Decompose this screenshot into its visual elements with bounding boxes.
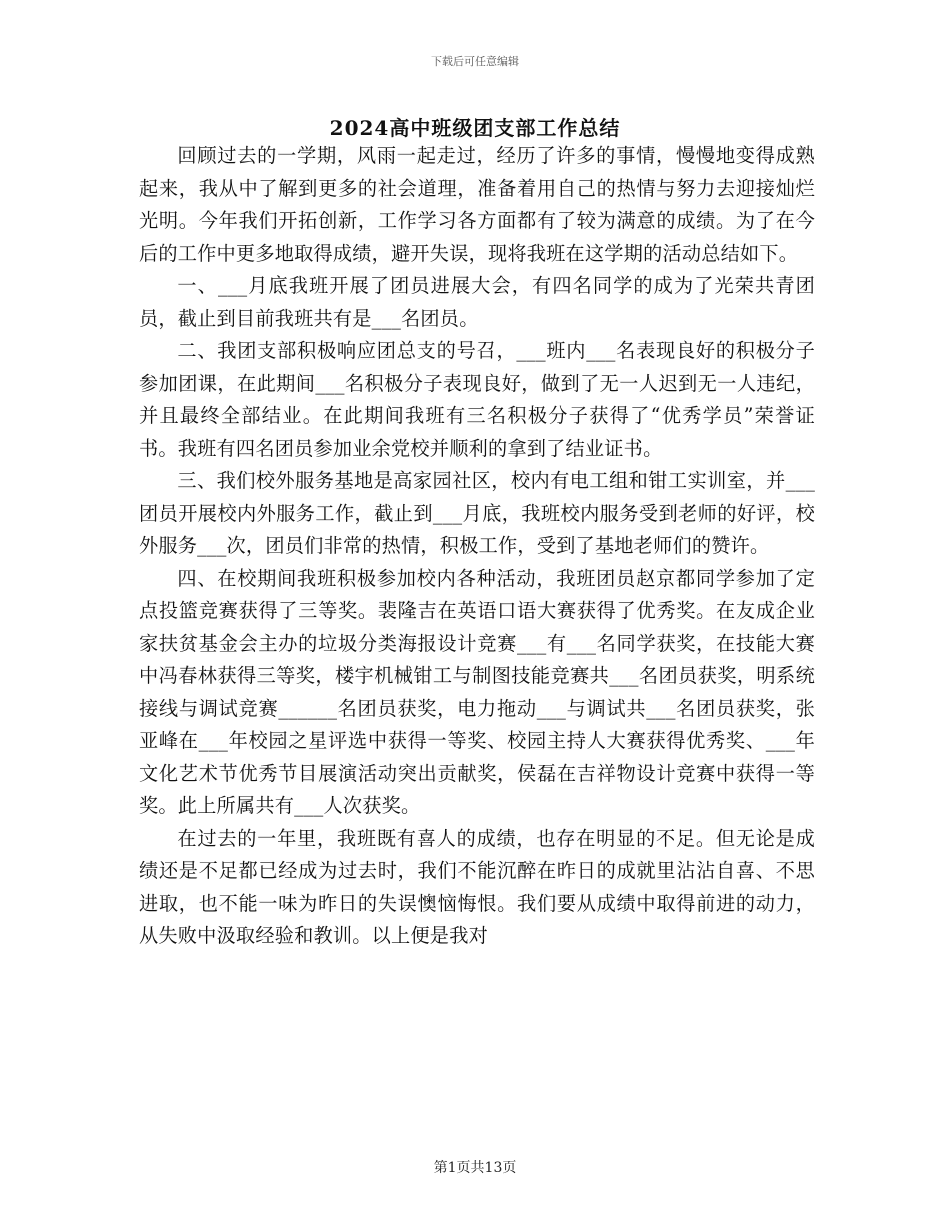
document-body [139, 140, 815, 953]
page-footer: 第1页共13页 [433, 1160, 517, 1176]
header-note: 下载后可任意编辑 [431, 55, 519, 68]
paragraph-section-2: 二、我团支部积极响应团总支的号召，___班内___名表现良好的积极分子参加团课，在此期间___名积极分子表现良好，做到了无一人迟到无一人违纪，并且最终全部结业。在此期间我班有三名积极分子获得了“优秀学员”荣誉证书。我班有四名团员参加业余党校并顺利的拿到了结业证书。 [139, 339, 815, 460]
paragraph-section-4: 四、在校期间我班积极参加校内各种活动，我班团员赵京都同学参加了定点投篮竞赛获得了三等奖。裴隆吉在英语口语大赛获得了优秀奖。在友成企业家扶贫基金会主办的垃圾分类海报设计竞赛___有___名同学获奖，在技能大赛中冯春林获得三等奖，楼宇机械钳工与制图技能竞赛共___名团员获奖，明系统接线与调试竞赛______名团员获奖，电力拖动___与调试共___名团员获奖，张亚峰在___年校园之星评选中获得一等奖、校园主持人大赛获得优秀奖、___年文化艺术节优秀节目展演活动突出贡献奖，侯磊在吉祥物设计竞赛中获得一等奖。此上所属共有___人次获奖。 [139, 566, 815, 817]
paragraph-intro: 回顾过去的一学期，风雨一起走过，经历了许多的事情，慢慢地变得成熟起来，我从中了解到更多的社会道理，准备着用自己的热情与努力去迎接灿烂光明。今年我们开拓创新，工作学习各方面都有了较为满意的成绩。为了在今后的工作中更多地取得成绩，避开失误，现将我班在这学期的活动总结如下。 [139, 144, 815, 265]
paragraph-section-3: 三、我们校外服务基地是高家园社区，校内有电工组和钳工实训室，并___团员开展校内外服务工作，截止到___月底，我班校内服务受到老师的好评，校外服务___次，团员们非常的热情，积极工作，受到了基地老师们的赞许。 [139, 469, 815, 557]
paragraph-conclusion: 在过去的一年里，我班既有喜人的成绩，也存在明显的不足。但无论是成绩还是不足都已经成为过去时，我们不能沉醉在昨日的成就里沾沾自喜、不思进取，也不能一味为昨日的失误懊恼悔恨。我们要从成绩中取得前进的动力，从失败中汲取经验和教训。以上便是我对 [139, 826, 815, 947]
paragraph-section-1: 一、___月底我班开展了团员进展大会，有四名同学的成为了光荣共青团员，截止到目前我班共有是___名团员。 [139, 274, 815, 330]
document-title: 2024高中班级团支部工作总结 [329, 116, 621, 140]
